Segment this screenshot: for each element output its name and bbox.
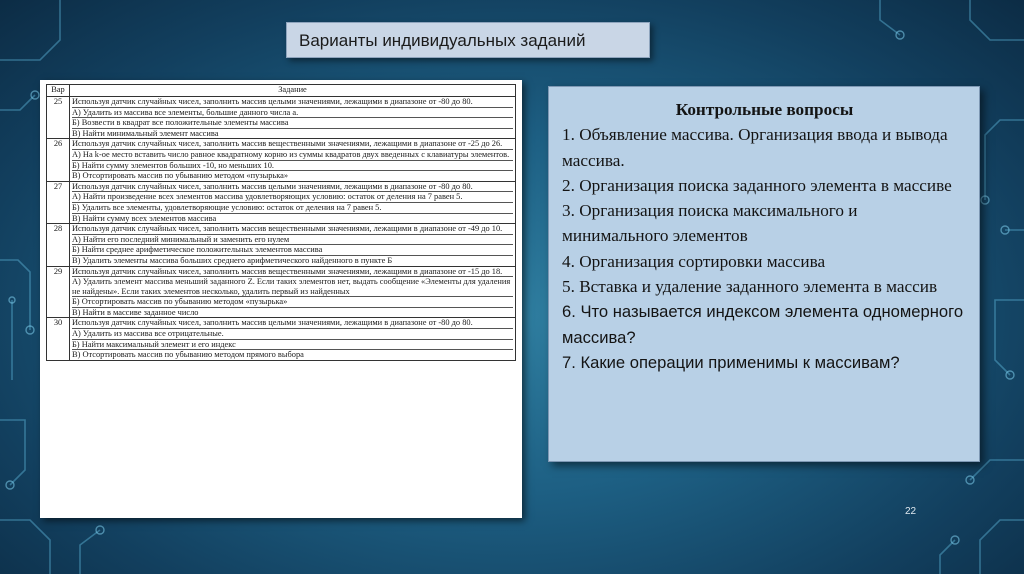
task-line: В) Отсортировать массив по убыванию методом прямого выбора (72, 349, 513, 360)
question-item: 5. Вставка и удаление заданного элемента в массив (562, 277, 938, 297)
question-item: 7. Какие операции применимы к массивам? (562, 352, 900, 372)
table-row (47, 266, 516, 318)
question-item: 4. Организация сортировки массива (562, 251, 826, 271)
task-line: Используя датчик случайных чисел, заполнить массив целыми значениями, лежащими в диапазоне от -80 до 80. (72, 181, 473, 191)
table-row (47, 97, 516, 139)
task-line: Используя датчик случайных чисел, заполнить массив целыми значениями, лежащими в диапазоне от -80 до 80. (72, 97, 473, 106)
task-line: Б) Найти максимальный элемент и его индекс (72, 339, 513, 350)
table-row (47, 224, 516, 266)
table-row (47, 139, 516, 181)
task-line: А) Удалить из массива все элементы, большие данного числа а. (72, 107, 513, 118)
task-line: Б) Отсортировать массив по убыванию методом «пузырька» (72, 296, 513, 307)
task-line: Используя датчик случайных чисел, заполнить массив вещественными значениями, лежащими в диапазоне от -15 до 18. (72, 266, 503, 276)
task-cell (70, 266, 516, 318)
table-header-row (47, 85, 516, 97)
task-line: А) На k-ое место вставить число равное квадратному корню из суммы квадратов двух введенных с клавиатуры элементов. (72, 149, 513, 160)
task-line: Б) Удалить все элементы, удовлетворяющие условию: остаток от деления на 7 равен 5. (72, 202, 513, 213)
table-row (47, 318, 516, 360)
slide-title: Варианты индивидуальных заданий (286, 22, 650, 58)
task-line: В) Найти минимальный элемент массива (72, 128, 513, 139)
question-item: 3. Организация поиска максимального и минимального элементов (562, 201, 858, 246)
task-line: Используя датчик случайных чисел, заполнить массив вещественными значениями, лежащими в диапазоне от -25 до 26. (72, 139, 503, 149)
task-line: В) Удалить элементы массива больших среднего арифметического найденного в пункте Б (72, 255, 513, 266)
tasks-table-image (40, 80, 522, 518)
task-line: В) Найти в массиве заданное число (72, 307, 513, 318)
question-item: 6. Что называется индексом элемента одномерного массива? (562, 302, 964, 347)
tasks-table (46, 84, 516, 361)
task-line: А) Удалить из массива все отрицательные. (72, 328, 513, 339)
task-line: Используя датчик случайных чисел, заполнить массив вещественными значениями, лежащими в диапазоне от -49 до 10. (72, 224, 503, 234)
variant-number: 26 (47, 139, 70, 181)
task-cell (70, 97, 516, 139)
column-header-task: Задание (70, 85, 516, 97)
variant-number: 30 (47, 318, 70, 360)
task-line: Б) Найти сумму элементов больших -10, но меньших 10. (72, 160, 513, 171)
variant-number: 27 (47, 181, 70, 223)
variant-number: 25 (47, 97, 70, 139)
page-number: 22 (905, 506, 917, 517)
task-line: Б) Найти среднее арифметическое положительных элементов массива (72, 244, 513, 255)
task-line: Используя датчик случайных чисел, заполнить массив целыми значениями, лежащими в диапазоне от -80 до 80. (72, 318, 473, 328)
question-item: 2. Организация поиска заданного элемента в массиве (562, 175, 952, 195)
variant-number: 28 (47, 224, 70, 266)
table-row (47, 181, 516, 223)
questions-heading: Контрольные вопросы (675, 100, 854, 119)
variant-number: 29 (47, 266, 70, 318)
task-line: В) Найти сумму всех элементов массива (72, 213, 513, 224)
task-cell (70, 318, 516, 360)
task-cell (70, 224, 516, 266)
task-line: А) Найти его последний минимальный и заменить его нулем (72, 234, 513, 245)
control-questions-box (548, 86, 980, 462)
task-line: В) Отсортировать массив по убыванию методом «пузырька» (72, 170, 513, 181)
column-header-variant: Вар (47, 85, 70, 97)
task-cell (70, 139, 516, 181)
question-item: 1. Объявление массива. Организация ввода и вывода массива. (562, 125, 948, 170)
task-line: А) Найти произведение всех элементов массива удовлетворяющих условию: остаток от деления на 7 равен 5. (72, 191, 513, 202)
task-line: Б) Возвести в квадрат все положительные элементы массива (72, 117, 513, 128)
task-cell (70, 181, 516, 223)
task-line: А) Удалить элемент массива меньший заданного Z. Если таких элементов нет, выдать сообщение «Элементы для удаления не найдены». Если таких элементов несколько, удалить первый из найденных (72, 276, 513, 296)
